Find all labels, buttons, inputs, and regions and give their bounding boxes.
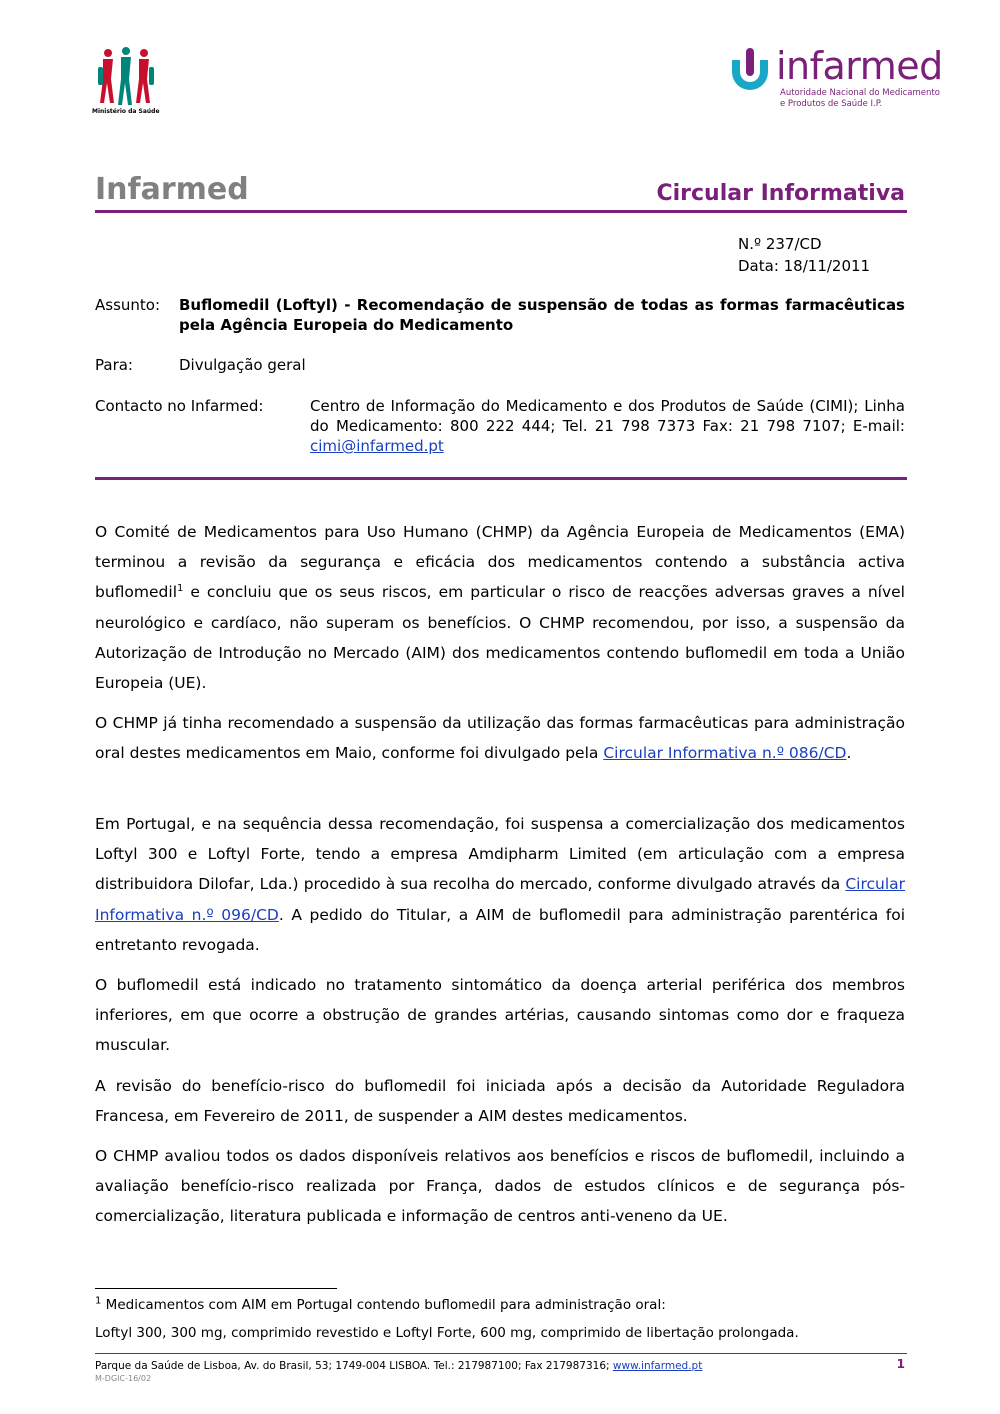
body-paragraph-5: A revisão do benefício-risco do buflomedil foi iniciada após a decisão da Autoridade Reguladora Francesa, em Fevereiro de 2011, de suspender a AIM destes medicamentos.	[95, 1077, 905, 1126]
section-divider	[95, 477, 907, 480]
footer-divider	[95, 1353, 907, 1354]
contact-details: Centro de Informação do Medicamento e dos Produtos de Saúde (CIMI); Linha do Medicamento: 800 222 444; Tel. 21 798 7373 Fax: 21 798 7107; E-mail:	[310, 397, 905, 435]
contact-label: Contacto no Infarmed:	[95, 397, 264, 415]
infarmed-logo-subtitle-2: e Produtos de Saúde I.P.	[780, 99, 883, 109]
body-paragraph-4: O buflomedil está indicado no tratamento sintomático da doença arterial periférica dos membros inferiores, em que ocorre a obstrução de grandes artérias, causando sintomas como dor e fraqueza muscular.	[95, 976, 905, 1055]
paragraph-text: e concluiu que os seus riscos, em particular o risco de reacções adversas graves a nível neurológico e cardíaco, não superam os benefícios. O CHMP recomendou, por isso, a suspensão da Autorização de Introdução no Mercado (AIM) dos medicamentos contendo buflomedil em toda a União Europeia (UE).	[95, 583, 905, 693]
footnote-reference[interactable]: 1	[177, 583, 184, 595]
footnote-line-1	[95, 1295, 666, 1315]
body-paragraph-3	[95, 809, 905, 960]
recipient-label: Para:	[95, 356, 133, 374]
header-divider	[95, 210, 907, 213]
circular-096-link[interactable]: Circular Informativa n.º 096/CD	[95, 875, 905, 924]
contact-text	[310, 396, 905, 456]
paragraph-text: .	[846, 744, 852, 763]
body-paragraph-2	[95, 708, 905, 768]
page-title: Infarmed	[95, 172, 249, 207]
infarmed-logo-icon	[726, 46, 774, 90]
footer-website-link[interactable]: www.infarmed.pt	[612, 1360, 703, 1372]
circular-086-link[interactable]: Circular Informativa n.º 086/CD	[603, 744, 847, 763]
footnote-line-2: Loftyl 300, 300 mg, comprimido revestido e Loftyl Forte, 600 mg, comprimido de libertação prolongada.	[95, 1325, 799, 1341]
page-number: 1	[896, 1357, 905, 1371]
infarmed-logo-subtitle-1: Autoridade Nacional do Medicamento	[780, 88, 940, 98]
recipient-value: Divulgação geral	[179, 356, 306, 374]
infarmed-logo-wordmark: infarmed	[776, 44, 943, 88]
ministry-of-health-logo	[94, 45, 158, 117]
paragraph-text: Em Portugal, e na sequência dessa recomendação, foi suspensa a comercialização dos medicamentos Loftyl 300 e Loftyl Forte, tendo a empresa Amdipharm Limited (em articulação com a empresa distribuidora Dilofar, Lda.) procedido à sua recolha do mercado, conforme divulgado através da	[95, 815, 905, 894]
body-paragraph-6: O CHMP avaliou todos os dados disponíveis relativos aos benefícios e riscos de buflomedil, incluindo a avaliação benefício-risco realizada por França, dados de estudos clínicos e de segurança pós-comercialização, literatura publicada e informação de centros anti-veneno da UE.	[95, 1147, 905, 1226]
footer-address-text: Parque da Saúde de Lisboa, Av. do Brasil, 53; 1749-004 LISBOA. Tel.: 217987100; Fax 217987316;	[95, 1360, 613, 1372]
paragraph-text: O Comité de Medicamentos para Uso Humano (CHMP) da Agência Europeia de Medicamentos (EMA) terminou a revisão da segurança e eficácia dos medicamentos contendo a substância activa buflomedil	[95, 523, 905, 602]
subject-text: Buflomedil (Loftyl) - Recomendação de suspensão de todas as formas farmacêuticas pela Agência Europeia do Medicamento	[179, 296, 905, 334]
paragraph-text: . A pedido do Titular, a AIM de buflomedil para administração parentérica foi entretanto revogada.	[95, 905, 906, 954]
footer-address	[95, 1359, 702, 1373]
subject-label: Assunto:	[95, 296, 161, 314]
form-code: M-DGIC-16/02	[95, 1374, 152, 1383]
paragraph-text: O CHMP já tinha recomendado a suspensão da utilização das formas farmacêuticas para administração oral destes medicamentos em Maio, conforme foi divulgado pela	[95, 714, 905, 763]
body-paragraph-1	[95, 517, 905, 698]
ministry-caption: Ministério da Saúde	[92, 108, 160, 115]
footnote-text: Medicamentos com AIM em Portugal contendo buflomedil para administração oral:	[101, 1297, 666, 1313]
circular-number: N.º 237/CD	[738, 235, 822, 253]
circular-date: Data: 18/11/2011	[738, 257, 871, 275]
document-type: Circular Informativa	[656, 181, 905, 206]
contact-email-link[interactable]: cimi@infarmed.pt	[310, 437, 444, 455]
footnote-mark: 1	[95, 1295, 102, 1307]
footnote-divider	[95, 1288, 337, 1289]
